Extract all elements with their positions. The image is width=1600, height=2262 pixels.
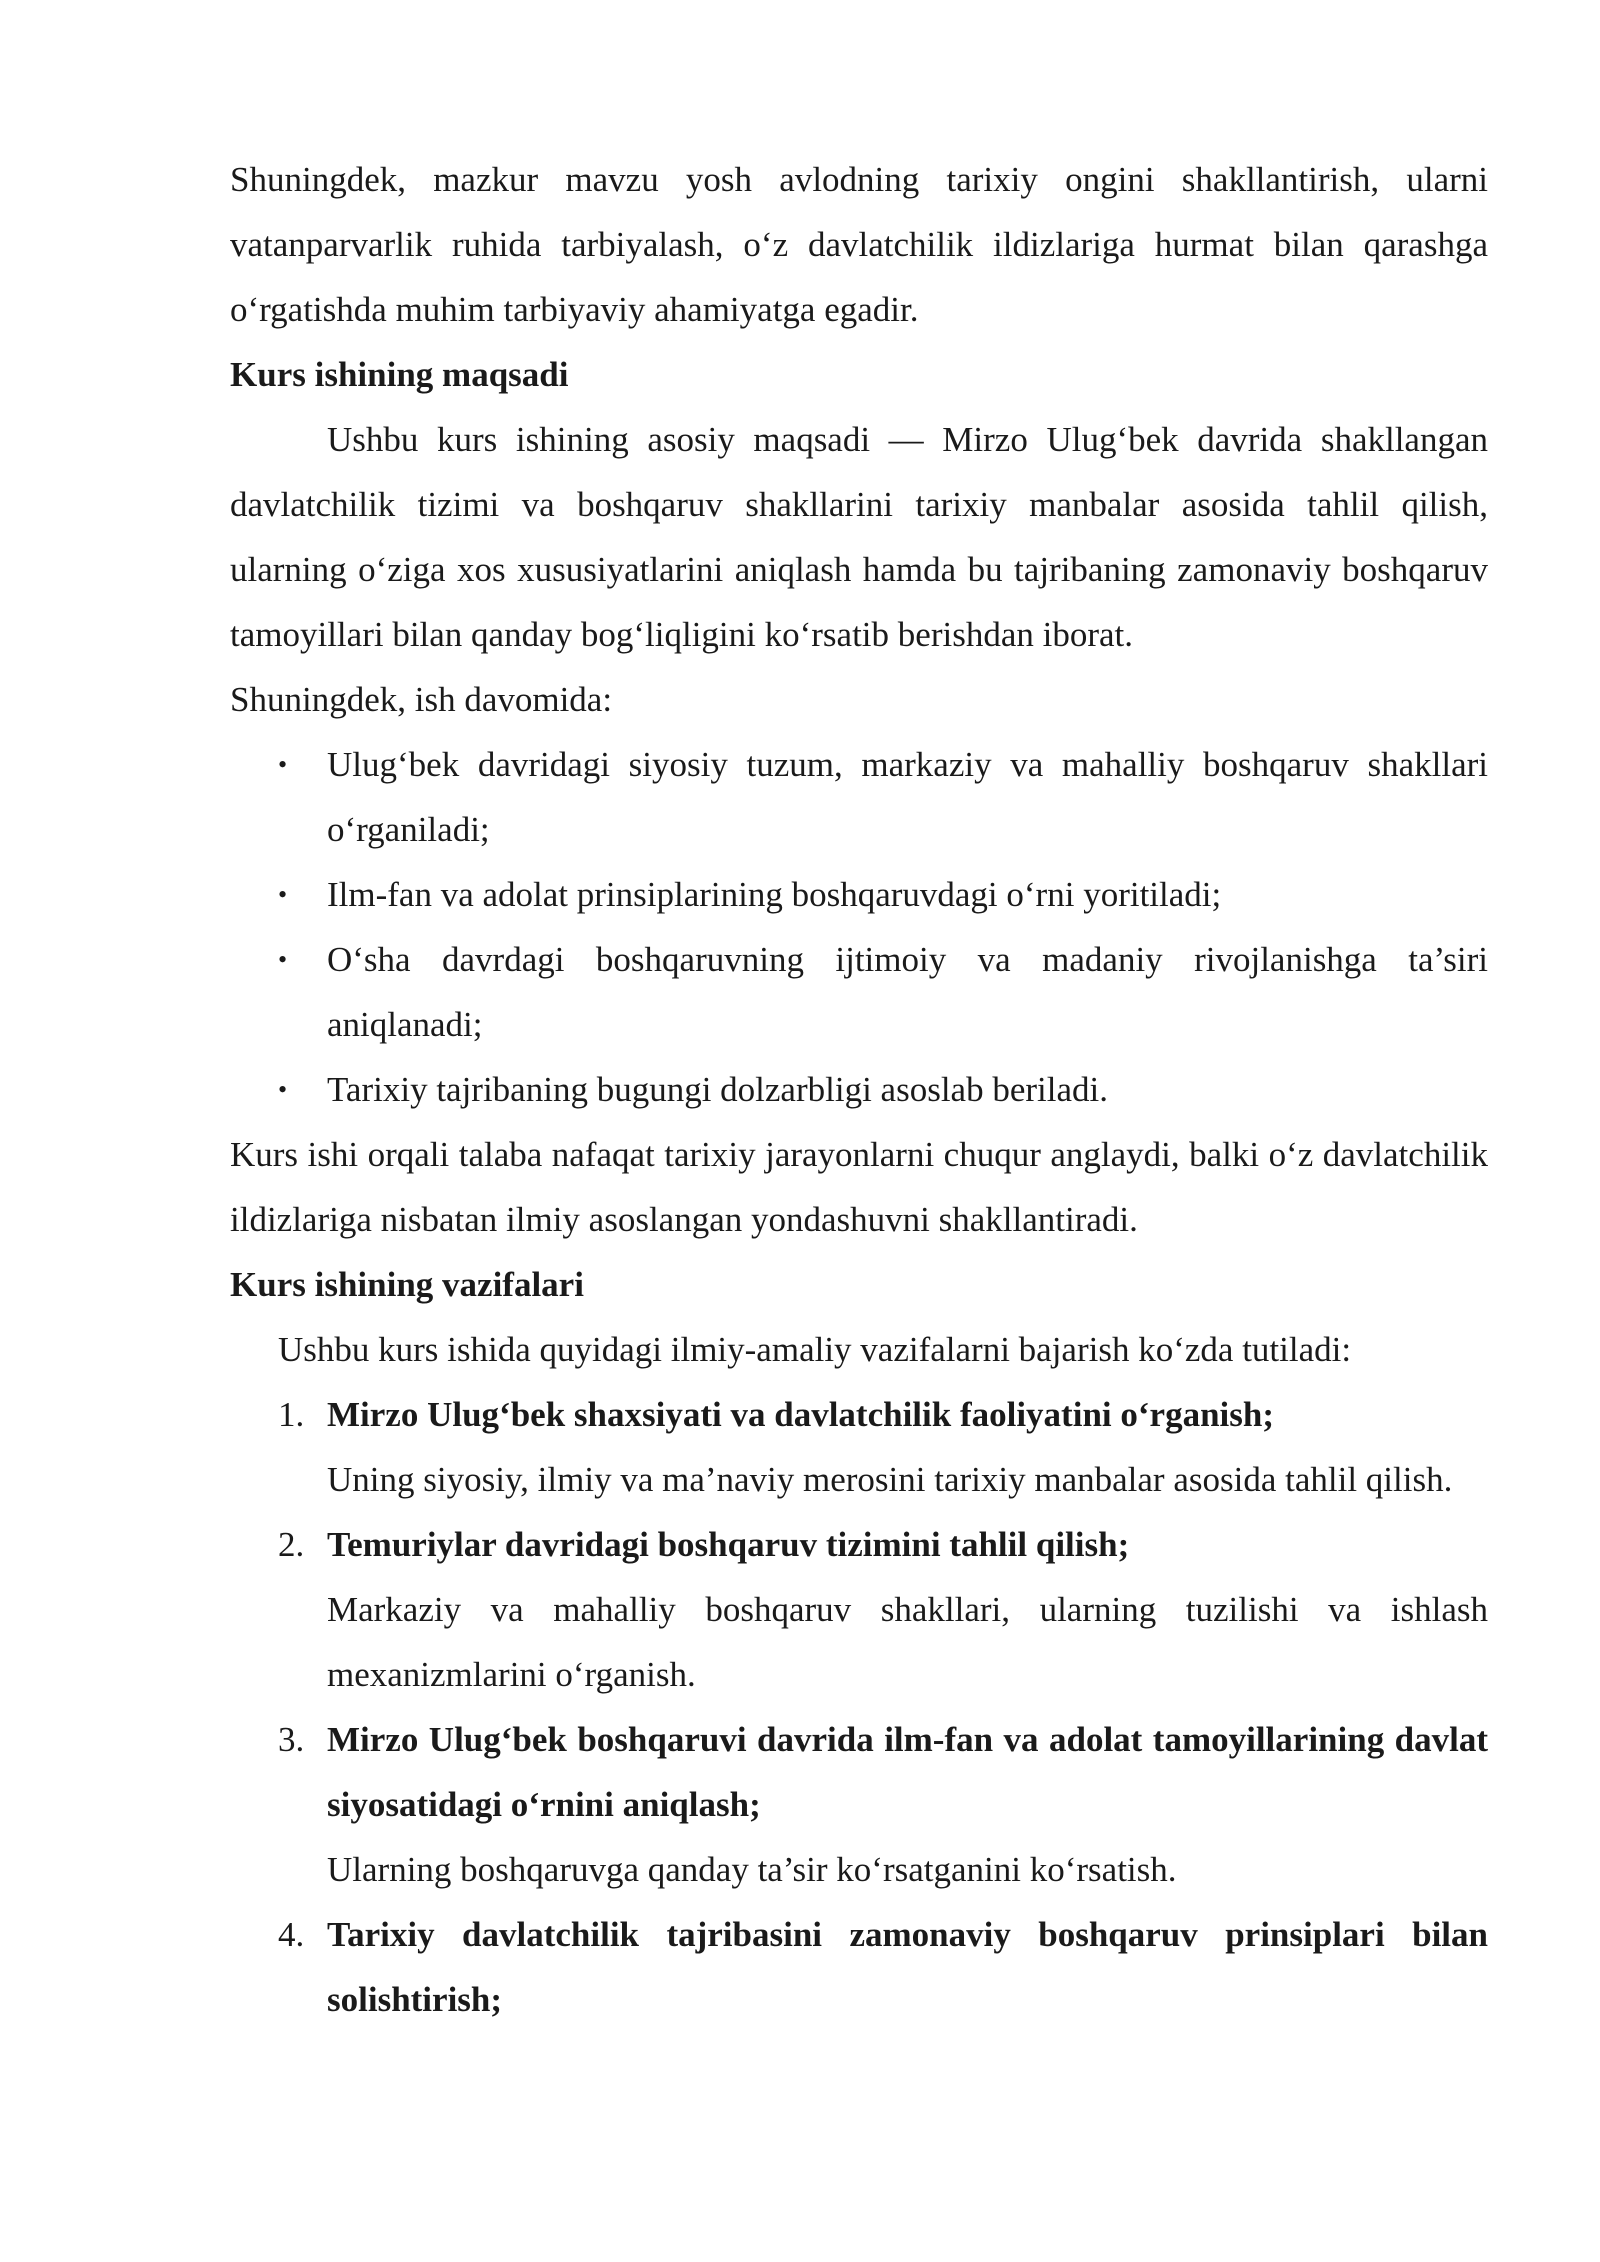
task-title: Tarixiy davlatchilik tajribasini zamonaviy boshqaruv prinsiplari bilan solishtirish;: [327, 1915, 1488, 2019]
task-number: 2.: [278, 1525, 305, 1564]
task-number: 4.: [278, 1915, 305, 1954]
bullet-text: O‘sha davrdagi boshqaruvning ijtimoiy va madaniy rivojlanishga ta’siri aniqlanadi;: [327, 940, 1488, 1044]
bullet-icon: •: [278, 1075, 288, 1104]
tasks-lead-in: Ushbu kurs ishida quyidagi ilmiy-amaliy vazifalarni bajarish ko‘zda tutiladi:: [278, 1330, 1352, 1369]
bullet-icon: •: [278, 880, 288, 909]
list-item: [230, 927, 1488, 1057]
tasks-list: [230, 1382, 1488, 2032]
bullet-icon: •: [278, 750, 288, 779]
task-description: Ularning boshqaruvga qanday ta’sir ko‘rsatganini ko‘rsatish.: [327, 1850, 1177, 1889]
task-item: [230, 1902, 1488, 2032]
list-item: [230, 1057, 1488, 1122]
task-item: [230, 1512, 1488, 1707]
bullet-text: Ilm-fan va adolat prinsiplarining boshqaruvdagi o‘rni yoritiladi;: [327, 875, 1222, 914]
bullet-text: Tarixiy tajribaning bugungi dolzarbligi asoslab beriladi.: [327, 1070, 1108, 1109]
bullet-icon: •: [278, 945, 288, 974]
task-title: Mirzo Ulug‘bek boshqaruvi davrida ilm-fan va adolat tamoyillarining davlat siyosatidagi o‘rnini aniqlash;: [327, 1720, 1488, 1824]
list-item: [230, 862, 1488, 927]
list-item: [230, 732, 1488, 862]
document-page: [230, 147, 1488, 2032]
tasks-heading: Kurs ishining vazifalari: [230, 1265, 584, 1304]
task-item: [230, 1382, 1488, 1512]
task-title: Mirzo Ulug‘bek shaxsiyati va davlatchilik faoliyatini o‘rganish;: [327, 1395, 1274, 1434]
goal-closing: Kurs ishi orqali talaba nafaqat tarixiy jarayonlarni chuqur anglaydi, balki o‘z davlatchilik ildizlariga nisbatan ilmiy asoslangan yondashuvni shakllantiradi.: [230, 1135, 1488, 1239]
task-number: 3.: [278, 1720, 305, 1759]
task-item: [230, 1707, 1488, 1902]
task-description: Uning siyosiy, ilmiy va ma’naviy merosini tarixiy manbalar asosida tahlil qilish.: [327, 1460, 1453, 1499]
intro-paragraph: Shuningdek, mazkur mavzu yosh avlodning tarixiy ongini shakllantirish, ularni vatanparvarlik ruhida tarbiyalash, o‘z davlatchilik ildizlariga hurmat bilan qarashga o‘rgatishda muhim tarbiyaviy ahamiyatga egadir.: [230, 160, 1488, 329]
goal-bullet-list: [230, 732, 1488, 1122]
goal-paragraph: Ushbu kurs ishining asosiy maqsadi — Mirzo Ulug‘bek davrida shakllangan davlatchilik tizimi va boshqaruv shakllarini tarixiy manbalar asosida tahlil qilish, ularning o‘ziga xos xususiyatlarini aniqlash hamda bu tajribaning zamonaviy boshqaruv tamoyillari bilan qanday bog‘liqligini ko‘rsatib berishdan iborat.: [230, 420, 1488, 654]
task-title: Temuriylar davridagi boshqaruv tizimini tahlil qilish;: [327, 1525, 1130, 1564]
task-number: 1.: [278, 1395, 305, 1434]
goal-lead-in: Shuningdek, ish davomida:: [230, 680, 613, 719]
goal-heading: Kurs ishining maqsadi: [230, 355, 569, 394]
task-description: Markaziy va mahalliy boshqaruv shakllari, ularning tuzilishi va ishlash mexanizmlarini o‘rganish.: [327, 1590, 1488, 1694]
bullet-text: Ulug‘bek davridagi siyosiy tuzum, markaziy va mahalliy boshqaruv shakllari o‘rganiladi;: [327, 745, 1488, 849]
